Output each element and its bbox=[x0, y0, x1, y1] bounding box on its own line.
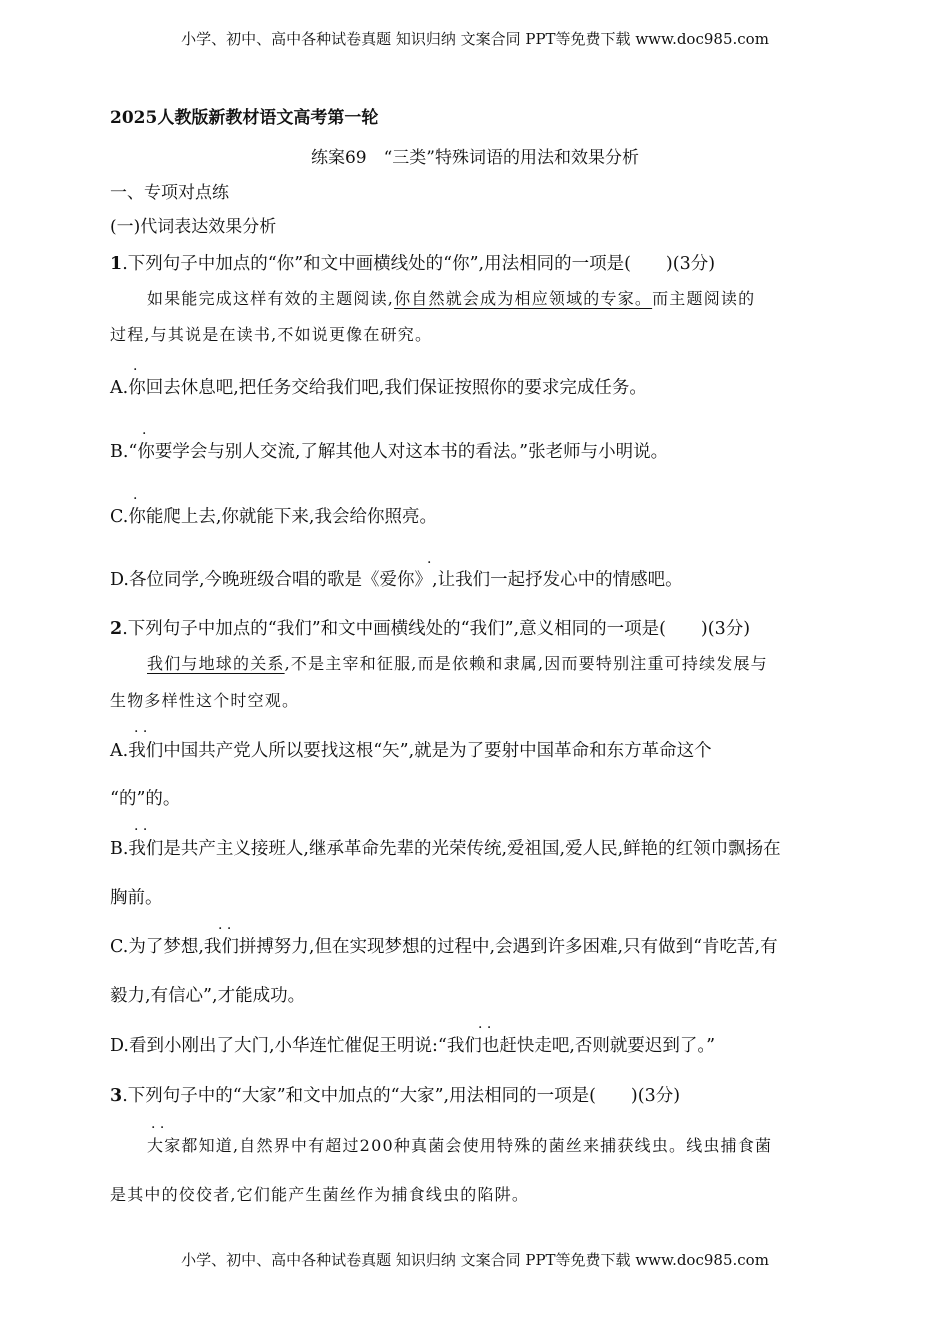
document-title: 2025人教版新教材语文高考第一轮 bbox=[110, 108, 379, 128]
question-2-option-a-line-1: A.我们中国共产党人所以要找这根“矢”,就是为了要射中国革命和东方革命这个 bbox=[110, 741, 712, 761]
question-1-option-b: B.“你要学会与别人交流,了解其他人对这本书的看法。”张老师与小明说。 bbox=[110, 442, 669, 462]
question-3-number: 3 bbox=[110, 1086, 123, 1106]
question-3-stem bbox=[110, 1082, 680, 1107]
passage-text: 如果能完成这样有效的主题阅读, bbox=[147, 289, 395, 308]
question-1-passage-line-1 bbox=[147, 286, 755, 309]
lesson-title: 练案69 “三类”特殊词语的用法和效果分析 bbox=[310, 148, 639, 168]
passage-underlined: 你自然就会成为相应领域的专家。 bbox=[394, 289, 653, 308]
passage-text: 而主题阅读的 bbox=[652, 289, 756, 308]
question-2-option-c-line-2: 毅力,有信心”,才能成功。 bbox=[110, 986, 306, 1006]
emphasis-dot: · · bbox=[151, 1120, 165, 1136]
emphasis-dot: · bbox=[133, 362, 138, 378]
question-3-passage-line-1: 大家都知道,自然界中有超过200种真菌会使用特殊的菌丝来捕获线虫。线虫捕食菌 bbox=[147, 1136, 773, 1155]
question-2-option-a-line-2: “的”的。 bbox=[110, 789, 181, 809]
question-2-passage-line-2: 生物多样性这个时空观。 bbox=[110, 691, 300, 710]
question-2-option-c-line-1: C.为了梦想,我们拼搏努力,但在实现梦想的过程中,会遇到许多困难,只有做到“肯吃苦,有 bbox=[110, 937, 778, 957]
question-2-option-b-line-2: 胸前。 bbox=[110, 888, 163, 908]
question-1-option-d: D.各位同学,今晚班级合唱的歌是《爱你》,让我们一起抒发心中的情感吧。 bbox=[110, 570, 683, 590]
question-1-option-a: A.你回去休息吧,把任务交给我们吧,我们保证按照你的要求完成任务。 bbox=[110, 378, 647, 398]
question-1-stem bbox=[110, 250, 715, 275]
question-3-passage-line-2: 是其中的佼佼者,它们能产生菌丝作为捕食线虫的陷阱。 bbox=[110, 1185, 530, 1204]
question-2-option-b-line-1: B.我们是共产主义接班人,继承革命先辈的光荣传统,爱祖国,爱人民,鲜艳的红领巾飘扬在 bbox=[110, 839, 781, 859]
emphasis-dot: · · bbox=[134, 724, 148, 740]
emphasis-dot: · bbox=[142, 426, 147, 442]
question-1-option-c: C.你能爬上去,你就能下来,我会给你照亮。 bbox=[110, 507, 437, 527]
emphasis-dot: · bbox=[133, 491, 138, 507]
emphasis-dot: · · bbox=[218, 921, 232, 937]
page-header: 小学、初中、高中各种试卷真题 知识归纳 文案合同 PPT等免费下载 www.doc985.com bbox=[181, 30, 769, 48]
question-2-number: 2 bbox=[110, 619, 123, 639]
emphasis-dot: · · bbox=[134, 822, 148, 838]
subsection-heading: (一)代词表达效果分析 bbox=[110, 217, 277, 237]
section-heading: 一、专项对点练 bbox=[110, 183, 229, 203]
question-2-passage-line-1 bbox=[147, 651, 768, 674]
question-3-text: .下列句子中的“大家”和文中加点的“大家”,用法相同的一项是( )(3分) bbox=[122, 1086, 681, 1106]
emphasis-dot: · bbox=[427, 555, 432, 571]
question-1-passage-line-2: 过程,与其说是在读书,不如说更像在研究。 bbox=[110, 325, 433, 344]
question-1-number: 1 bbox=[110, 254, 123, 274]
question-2-text: .下列句子中加点的“我们”和文中画横线处的“我们”,意义相同的一项是( )(3分) bbox=[122, 619, 751, 639]
passage-underlined: 我们与地球的关系 bbox=[147, 654, 285, 673]
emphasis-dot: · · bbox=[478, 1020, 492, 1036]
question-2-option-d: D.看到小刚出了大门,小华连忙催促王明说:“我们也赶快走吧,否则就要迟到了。” bbox=[110, 1036, 716, 1056]
question-2-stem bbox=[110, 615, 750, 640]
page-footer: 小学、初中、高中各种试卷真题 知识归纳 文案合同 PPT等免费下载 www.doc985.com bbox=[181, 1251, 769, 1269]
passage-text: ,不是主宰和征服,而是依赖和隶属,因而要特别注重可持续发展与 bbox=[284, 654, 768, 673]
question-1-text: .下列句子中加点的“你”和文中画横线处的“你”,用法相同的一项是( )(3分) bbox=[122, 254, 716, 274]
